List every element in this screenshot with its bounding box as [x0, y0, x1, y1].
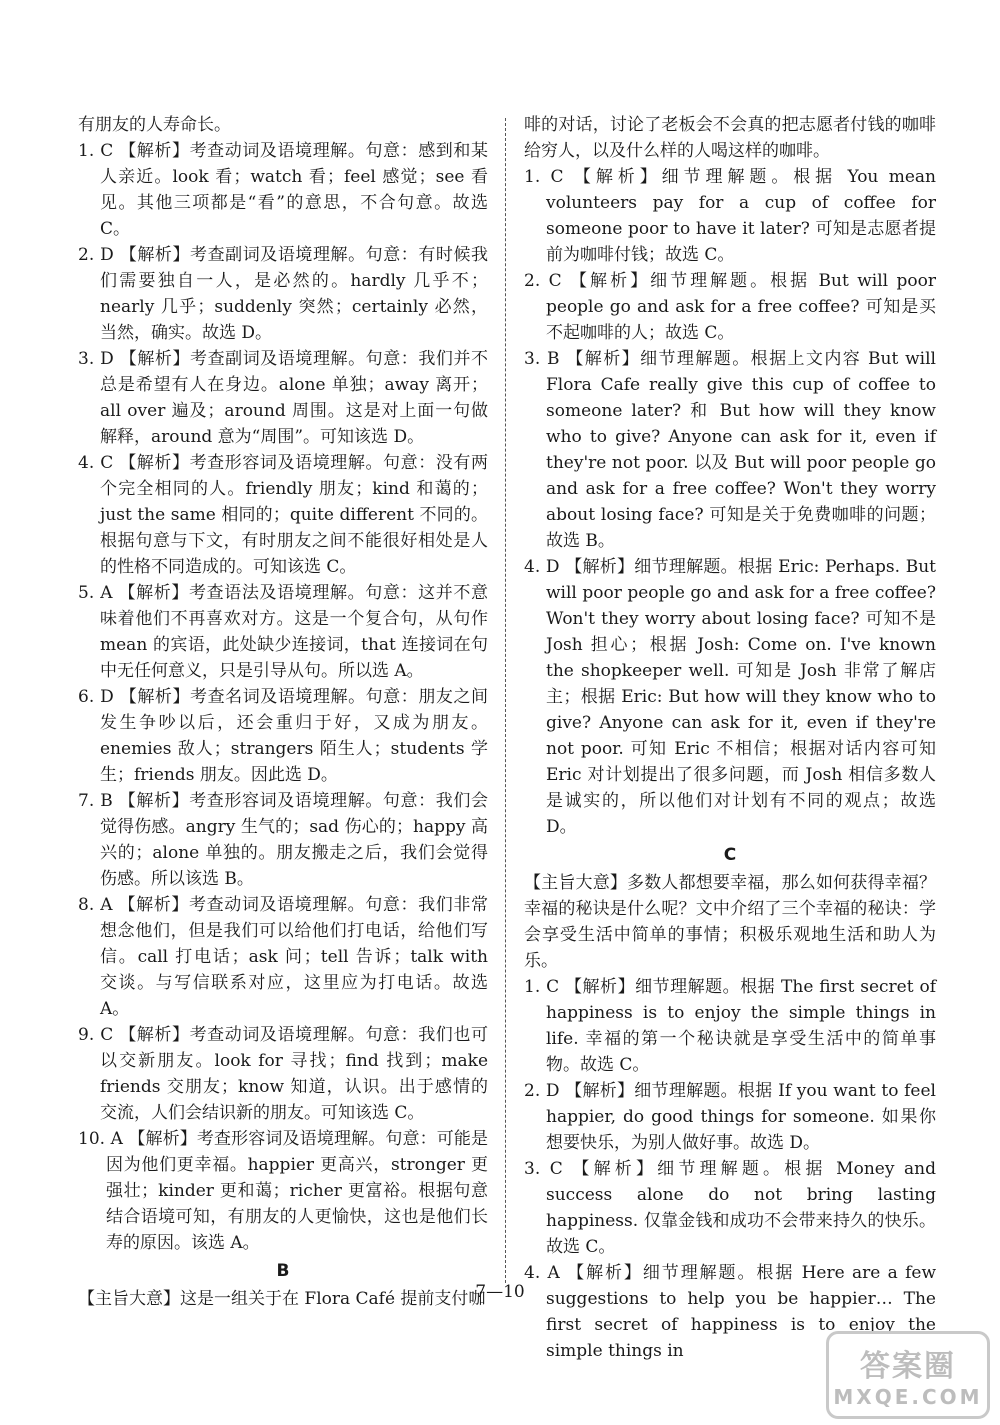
- page-number: 7—10: [475, 1282, 525, 1302]
- left-column: [78, 112, 488, 1312]
- answer-item: 2. D 【解析】细节理解题。根据 If you want to feel happier, do good things for someone. 如果你想要快乐，为别人做好事。故选 D。: [524, 1081, 936, 1153]
- answer-item: 4. C 【解析】考查形容词及语境理解。句意：没有两个完全相同的人。friendly 朋友；kind 和蔼的；just the same 相同的；quite different 不同的。根据句意与下文，有时朋友之间不能很好相处是人的性格不同造成的。可知该选 C。: [78, 453, 488, 577]
- answer-item: 7. B 【解析】考查形容词及语境理解。句意：我们会觉得伤感。angry 生气的；sad 伤心的；happy 高兴的；alone 单独的。朋友搬走之后，我们会觉得伤感。所以该选 B。: [78, 791, 488, 889]
- paragraph: 有朋友的人寿命长。: [78, 115, 231, 135]
- answer-item: 9. C 【解析】考查动词及语境理解。句意：我们也可以交新朋友。look for 寻找；find 找到；make friends 交朋友；know 知道，认识。出于感情的交流，人们会结识新的朋友。可知该选 C。: [78, 1025, 488, 1123]
- answer-item: 5. A 【解析】考查语法及语境理解。句意：这并不意味着他们不再喜欢对方。这是一个复合句，从句作 mean 的宾语，此处缺少连接词，that 连接词在句中无任何意义，只是引导从句。所以选 A。: [78, 583, 488, 681]
- answer-item: 3. D 【解析】考查副词及语境理解。句意：我们并不总是希望有人在身边。alone 单独；away 离开；all over 遍及；around 周围。这是对上面一句做解释，around 意为“周围”。可知该选 D。: [78, 349, 488, 447]
- answer-item: 1. C 【解析】细节理解题。根据 The first secret of happiness is to enjoy the simple things in life. 幸福的第一个秘诀就是享受生活中的简单事物。故选 C。: [524, 977, 936, 1075]
- section-heading: B: [276, 1261, 290, 1281]
- column-divider: [505, 118, 506, 1283]
- watermark-text-bottom: MXQE.COM: [833, 1385, 983, 1409]
- answer-item: 1. C 【解析】细节理解题。根据 You mean volunteers pay for a cup of coffee for someone poor to have it later? 可知是志愿者提前为咖啡付钱；故选 C。: [524, 167, 936, 265]
- answer-item: 4. A 【解析】细节理解题。根据 Here are a few suggestions to help you be happier… The first secret of happiness is to enjoy the simple things in: [524, 1263, 936, 1361]
- answer-item: 4. D 【解析】细节理解题。根据 Eric: Perhaps. But will poor people go and ask for a free coffee? Won't they worry about losing face? 可知不是 Josh 担心；根据 Josh: Come on. I've known the shopkeeper well. 可知是 Josh 非常了解店主；根据 Eric: But how will they know who to give? Anyone can ask for it, even if they're not poor. 可知 Eric 不相信；根据对话内容可知 Eric 对计划提出了很多问题，而 Josh 相信多数人是诚实的，所以他们对计划有不同的观点；故选 D。: [524, 557, 936, 837]
- answer-item: 3. B 【解析】细节理解题。根据上文内容 But will Flora Cafe really give this cup of coffee to someone later? 和 But how will they know who to give? Anyone can ask for it, even if they're not poor. 以及 But will poor people go and ask for a free coffee? Won't they worry about losing face? 可知是关于免费咖啡的问题；故选 B。: [524, 349, 936, 551]
- paragraph: 【主旨大意】多数人都想要幸福，那么如何获得幸福？幸福的秘诀是什么呢？文中介绍了三个幸福的秘诀：学会享受生活中简单的事情；积极乐观地生活和助人为乐。: [524, 873, 936, 971]
- answer-item: 8. A 【解析】考查动词及语境理解。句意：我们非常想念他们，但是我们可以给他们打电话，给他们写信。call 打电话；ask 问；tell 告诉；talk with 交谈。与写信联系对应，这里应为打电话。故选 A。: [78, 895, 488, 1019]
- answer-item: 6. D 【解析】考查名词及语境理解。句意：朋友之间发生争吵以后，还会重归于好，又成为朋友。enemies 敌人；strangers 陌生人；students 学生；friends 朋友。因此选 D。: [78, 687, 488, 785]
- answer-item: 2. C 【解析】细节理解题。根据 But will poor people go and ask for a free coffee? 可知是买不起咖啡的人；故选 C。: [524, 271, 936, 343]
- paragraph: 啡的对话，讨论了老板会不会真的把志愿者付钱的咖啡给穷人，以及什么样的人喝这样的咖啡。: [524, 115, 936, 161]
- answer-item: 10. A 【解析】考查形容词及语境理解。句意：可能是因为他们更幸福。happier 更高兴，stronger 更强壮；kinder 更和蔼；richer 更富裕。根据句意结合语境可知，有朋友的人更愉快，这也是他们长寿的原因。该选 A。: [78, 1129, 488, 1253]
- watermark-text-top: 答案圈: [860, 1349, 956, 1384]
- answer-item: 1. C 【解析】考查动词及语境理解。句意：感到和某人亲近。look 看；watch 看；feel 感觉；see 看见。其他三项都是“看”的意思，不合句意。故选 C。: [78, 141, 488, 239]
- watermark-logo: [826, 1331, 990, 1419]
- answer-item: 3. C 【解析】细节理解题。根据 Money and success alone do not bring lasting happiness. 仅靠金钱和成功不会带来持久的快乐。故选 C。: [524, 1159, 936, 1257]
- answer-item: 2. D 【解析】考查副词及语境理解。句意：有时候我们需要独自一人，是必然的。hardly 几乎不；nearly 几乎；suddenly 突然；certainly 必然，当然，确实。故选 D。: [78, 245, 488, 343]
- paragraph: 【主旨大意】这是一组关于在 Flora Café 提前支付咖: [78, 1289, 486, 1309]
- right-column: [524, 112, 936, 1364]
- section-heading: C: [723, 845, 737, 865]
